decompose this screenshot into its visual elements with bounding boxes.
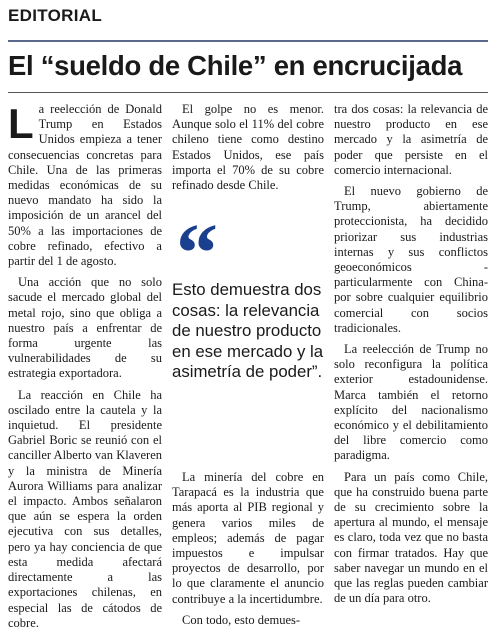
paragraph: tra dos cosas: la relevancia de nuestro producto en ese mercado y la asimetría de poder que persiste en el comercio internacional. xyxy=(334,102,488,177)
paragraph: El golpe no es menor. Aunque solo el 11% del cobre chileno tiene como destino Estados Unidos, ese país importa el 70% de su cobre refinado desde Chile. xyxy=(172,102,324,193)
paragraph: Para un país como Chile, que ha construido buena parte de su crecimiento sobre la apertura al mundo, el mensaje es claro, toda vez que no basta con firmar tratados. Hay que saber navegar un mundo en el que las reglas pueden cambiar de un día para otro. xyxy=(334,469,488,606)
paragraph: La reelección de Trump no solo reconfigura la política exterior estadounidense. Marca también el retorno explícito del nacionalismo económico y el debilitamiento del libre comercio como paradigma. xyxy=(334,342,488,463)
paragraph: Con todo, esto demues- xyxy=(182,612,301,627)
headline: El “sueldo de Chile” en encrucijada xyxy=(8,50,463,81)
column-1 xyxy=(8,102,162,632)
column-3 xyxy=(334,102,488,632)
section-rule xyxy=(8,40,488,42)
paragraph: El nuevo gobierno de Trump, abiertamente proteccionista, ha decidido priorizar sus industrias internas y sus conflictos geoeconómicos -particularmente con China- por sobre cualquier equilibrio comercial con socios tradicionales. xyxy=(334,184,488,335)
pull-quote xyxy=(172,207,324,460)
paragraph: La reacción en Chile ha oscilado entre la cautela y la inquietud. El presidente Gabriel Boric se reunió con el canciller Alberto van Klaveren y la ministra de Minería Aurora Williams para analizar el impacto. Ambos señalaron que aún se espera la orden ejecutiva con sus detalles, pero ya hay conciencia de que esta medida afectará directamente a las exportaciones chilenas, en especial las de cátodos de cobre. xyxy=(8,387,162,630)
paragraph: La minería del cobre en Tarapacá es la industria que más aporta al PIB regional y genera varios miles de empleos; además de pagar impuestos e impulsar proyectos de desarrollo, por lo que claramente el anuncio contribuye a la incertidumbre. xyxy=(172,470,324,606)
headline-rule xyxy=(8,92,488,93)
quote-mark-icon: “ xyxy=(176,207,218,300)
paragraph: La reelección de Donald Trump en Estados Unidos empieza a tener consecuencias concretas para Chile. Una de las primeras medidas económicas de su nuevo mandato ha sido la imposición de un arancel del 50% a las importaciones de cobre refinado, efectivo a partir del 1 de agosto. xyxy=(8,102,162,269)
paragraph: Una acción que no solo sacude el mercado global del metal rojo, sino que obliga a nuestro país a enfrentar de forma urgente las vulnerabilidades de su estrategia exportadora. xyxy=(8,275,162,381)
section-label: EDITORIAL xyxy=(8,6,103,25)
pull-quote-text: Esto demuestra dos cosas: la relevancia de nuestro producto en ese mercado y la asimetría de poder”. xyxy=(172,280,324,381)
drop-cap: L xyxy=(8,102,34,147)
